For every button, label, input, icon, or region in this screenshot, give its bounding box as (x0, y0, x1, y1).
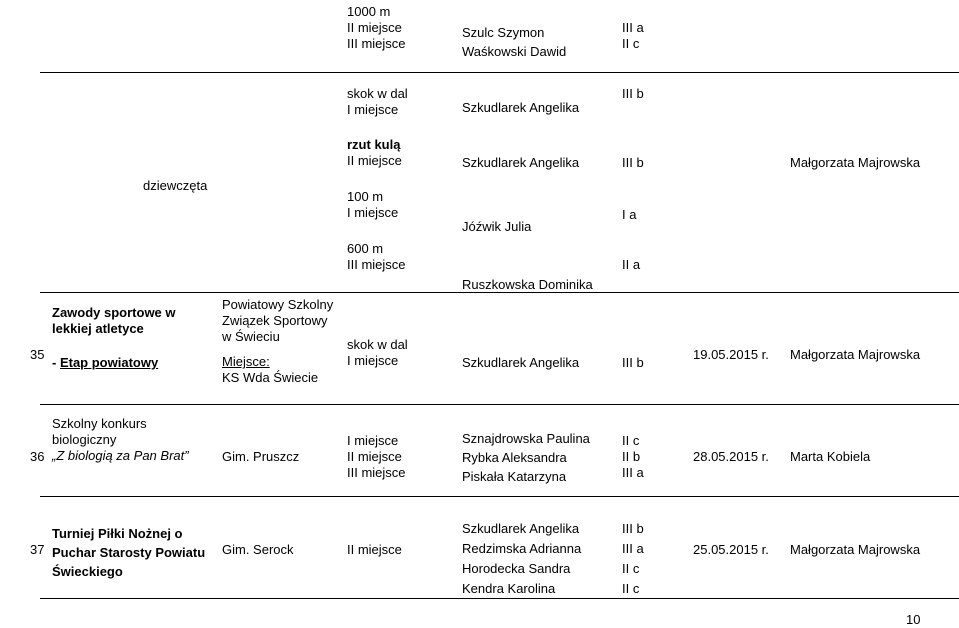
competition-line: Świeckiego (52, 564, 123, 579)
event-label: 600 m (347, 241, 384, 256)
page-number: 10 (906, 612, 921, 627)
student-name: Horodecka Sandra (462, 561, 571, 576)
class-label: III b (622, 86, 644, 101)
row-divider (40, 404, 959, 405)
class-label: II c (622, 36, 640, 51)
organizer: Gim. Pruszcz (222, 449, 300, 464)
competition-name (52, 305, 176, 337)
date: 25.05.2015 r. (693, 542, 769, 557)
competition-title: „Z biologią za Pan Brat” (52, 448, 189, 463)
student-name: Piskała Katarzyna (462, 469, 567, 484)
rzut-event (347, 137, 402, 169)
student-name: Ruszkowska Dominika (462, 277, 593, 292)
competition-line: Zawody sportowe w (52, 305, 176, 320)
date: 19.05.2015 r. (693, 347, 769, 362)
r36-names (462, 429, 590, 486)
organizer: Gim. Serock (222, 542, 294, 557)
class-label: III b (622, 521, 644, 536)
competition-line: Puchar Starosty Powiatu (52, 545, 206, 560)
stage-name: Etap powiatowy (59, 355, 159, 370)
student-name: Jóźwik Julia (462, 219, 532, 234)
student-name: Szkudlarek Angelika (462, 100, 580, 115)
class-label: II a (622, 257, 641, 272)
place-label: II miejsce (347, 153, 402, 168)
event-label: 100 m (347, 189, 384, 204)
organizer-line: Związek Sportowy (222, 313, 328, 328)
class-label: III a (622, 541, 644, 556)
class-label: II c (622, 581, 640, 596)
place-label: I miejsce (347, 102, 399, 117)
competition-line: lekkiej atletyce (52, 321, 144, 336)
place-label: III miejsce (347, 465, 406, 480)
student-name: Kendra Karolina (462, 581, 556, 596)
event-label: skok w dal (347, 337, 408, 352)
top-classes (622, 20, 644, 52)
organizer (222, 297, 333, 386)
student-name: Szkudlarek Angelika (462, 155, 580, 170)
class-label: III a (622, 465, 644, 480)
competition-name (52, 416, 189, 464)
teacher-name: Małgorzata Majrowska (790, 542, 921, 557)
student-name: Szulc Szymon (462, 25, 545, 40)
venue-label: Miejsce: (222, 354, 270, 369)
r37-names (462, 519, 581, 599)
place-label: II miejsce (347, 542, 402, 557)
student-name: Szkudlarek Angelika (462, 355, 580, 370)
class-label: II c (622, 561, 640, 576)
teacher-name: Małgorzata Majrowska (790, 155, 921, 170)
top-names (462, 23, 566, 61)
date: 28.05.2015 r. (693, 449, 769, 464)
organizer-line: Powiatowy Szkolny (222, 297, 334, 312)
r36-places (347, 433, 406, 481)
student-name: Szkudlarek Angelika (462, 521, 580, 536)
m600-event (347, 241, 406, 273)
event-label: rzut kulą (347, 137, 401, 152)
class-label: III a (622, 20, 644, 35)
teacher-name: Marta Kobiela (790, 449, 871, 464)
competition-line: biologiczny (52, 432, 117, 447)
student-name: Waśkowski Dawid (462, 44, 567, 59)
m100-event (347, 189, 398, 221)
r37-classes (622, 519, 644, 599)
place-label: I miejsce (347, 433, 399, 448)
competition-name (52, 524, 205, 581)
stage-prefix: - (52, 355, 60, 370)
row-divider (40, 598, 959, 599)
class-label: II c (622, 433, 640, 448)
row-divider (40, 496, 959, 497)
row-divider (40, 72, 959, 73)
class-label: II b (622, 449, 641, 464)
skok1-event (347, 86, 408, 118)
row-number: 35 (30, 347, 45, 362)
r35-event (347, 337, 408, 369)
r36-classes (622, 433, 644, 481)
place-label: III miejsce (347, 257, 406, 272)
student-name: Redzimska Adrianna (462, 541, 582, 556)
row-number: 36 (30, 449, 45, 464)
row-number: 37 (30, 542, 45, 557)
organizer-line: w Świeciu (222, 329, 280, 344)
top-events (347, 4, 406, 52)
event-label: 1000 m (347, 4, 391, 19)
place-label: I miejsce (347, 205, 399, 220)
competition-line: Turniej Piłki Nożnej o (52, 526, 183, 541)
event-label: skok w dal (347, 86, 408, 101)
competition-line: Szkolny konkurs (52, 416, 147, 431)
student-name: Rybka Aleksandra (462, 450, 567, 465)
place-label: III miejsce (347, 36, 406, 51)
place-label: II miejsce (347, 20, 402, 35)
class-label: I a (622, 207, 637, 222)
class-label: III b (622, 155, 644, 170)
teacher-name: Małgorzata Majrowska (790, 347, 921, 362)
competition-stage (52, 355, 158, 371)
class-label: III b (622, 355, 644, 370)
category-label: dziewczęta (143, 178, 208, 193)
student-name: Sznajdrowska Paulina (462, 431, 590, 446)
venue-value: KS Wda Świecie (222, 370, 319, 385)
place-label: I miejsce (347, 353, 399, 368)
row-divider (40, 292, 959, 293)
place-label: II miejsce (347, 449, 402, 464)
